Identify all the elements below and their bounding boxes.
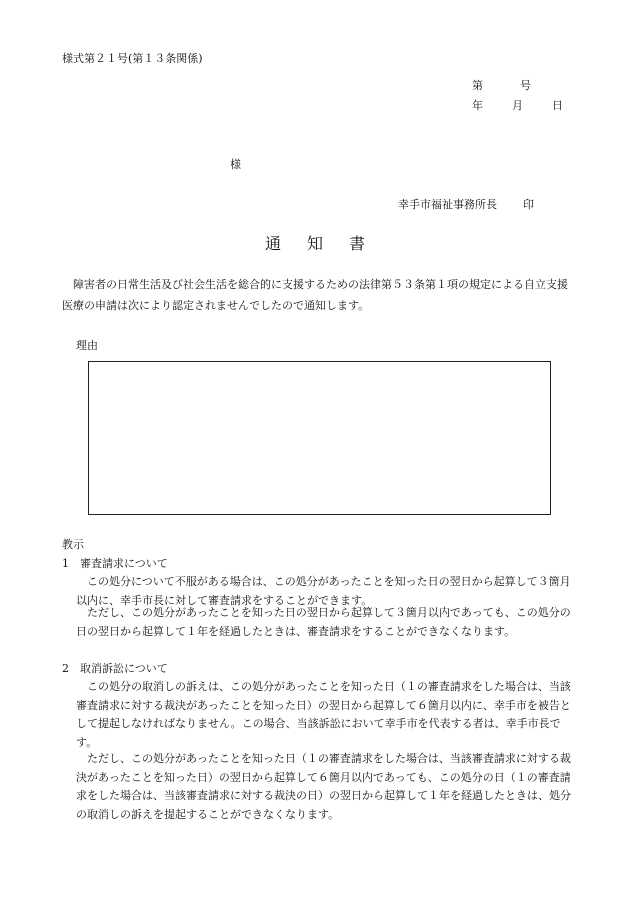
notes-item-1-paragraph-2: ただし、この処分があったことを知った日の翌日から起算して３箇月以内であっても、この処分の日の翌日から起算して１年を経過したときは、審査請求をすることができなくなります。 <box>76 606 571 638</box>
document-date <box>472 97 563 114</box>
form-number: 様式第２１号(第１３条関係) <box>62 52 203 65</box>
notes-item-1-title: 審査請求について <box>80 557 168 570</box>
sender <box>398 196 534 213</box>
reason-box <box>88 361 551 515</box>
date-month: 月 <box>512 99 523 112</box>
notes-item-2-paragraph-1: この処分の取消しの訴えは、この処分があったことを知った日（１の審査請求をした場合は、当該審査請求に対する裁決があったことを知った日）の翌日から起算して６箇月以内に、幸手市を被告として提起しなければなりません。この場合、当該訴訟において幸手市を代表する者は、幸手市長です。 <box>76 680 571 749</box>
date-year: 年 <box>472 99 483 112</box>
notes-item-1-heading <box>62 555 168 572</box>
notes-item-1-number: 1 <box>62 557 69 570</box>
notes-item-2-paragraph-2: ただし、この処分があったことを知った日（１の審査請求をした場合は、当該審査請求に対する裁決があったことを知った日）の翌日から起算して６箇月以内であっても、この処分の日（１の審査請求をした場合は、当該審査請求に対する裁決の日）の翌日から起算して１年を経過したときは、処分の取消しの訴えを提起することができなくなります。 <box>76 752 571 821</box>
sender-name: 幸手市福祉事務所長 <box>398 198 497 211</box>
document-title: 通知書 <box>264 234 391 253</box>
document-number-suffix: 号 <box>520 79 531 92</box>
notes-heading: 教示 <box>62 538 84 551</box>
reason-label: 理由 <box>76 339 98 352</box>
notes-item-2-heading <box>62 660 168 677</box>
seal-mark: 印 <box>523 198 534 211</box>
addressee-honorific: 様 <box>230 158 241 171</box>
document-number <box>472 77 531 94</box>
notes-item-2-title: 取消訴訟について <box>80 662 168 675</box>
document-number-prefix: 第 <box>472 79 483 92</box>
intro-paragraph: 障害者の日常生活及び社会生活を総合的に支援するための法律第５３条第１項の規定による自立支援医療の申請は次により認定されませんでしたので通知します。 <box>62 278 568 312</box>
date-day: 日 <box>552 99 563 112</box>
notes-item-2-number: 2 <box>62 662 69 675</box>
notes-item-1-paragraph-1: この処分について不服がある場合は、この処分があったことを知った日の翌日から起算して３箇月以内に、幸手市長に対して審査請求をすることができます。 <box>76 575 571 607</box>
